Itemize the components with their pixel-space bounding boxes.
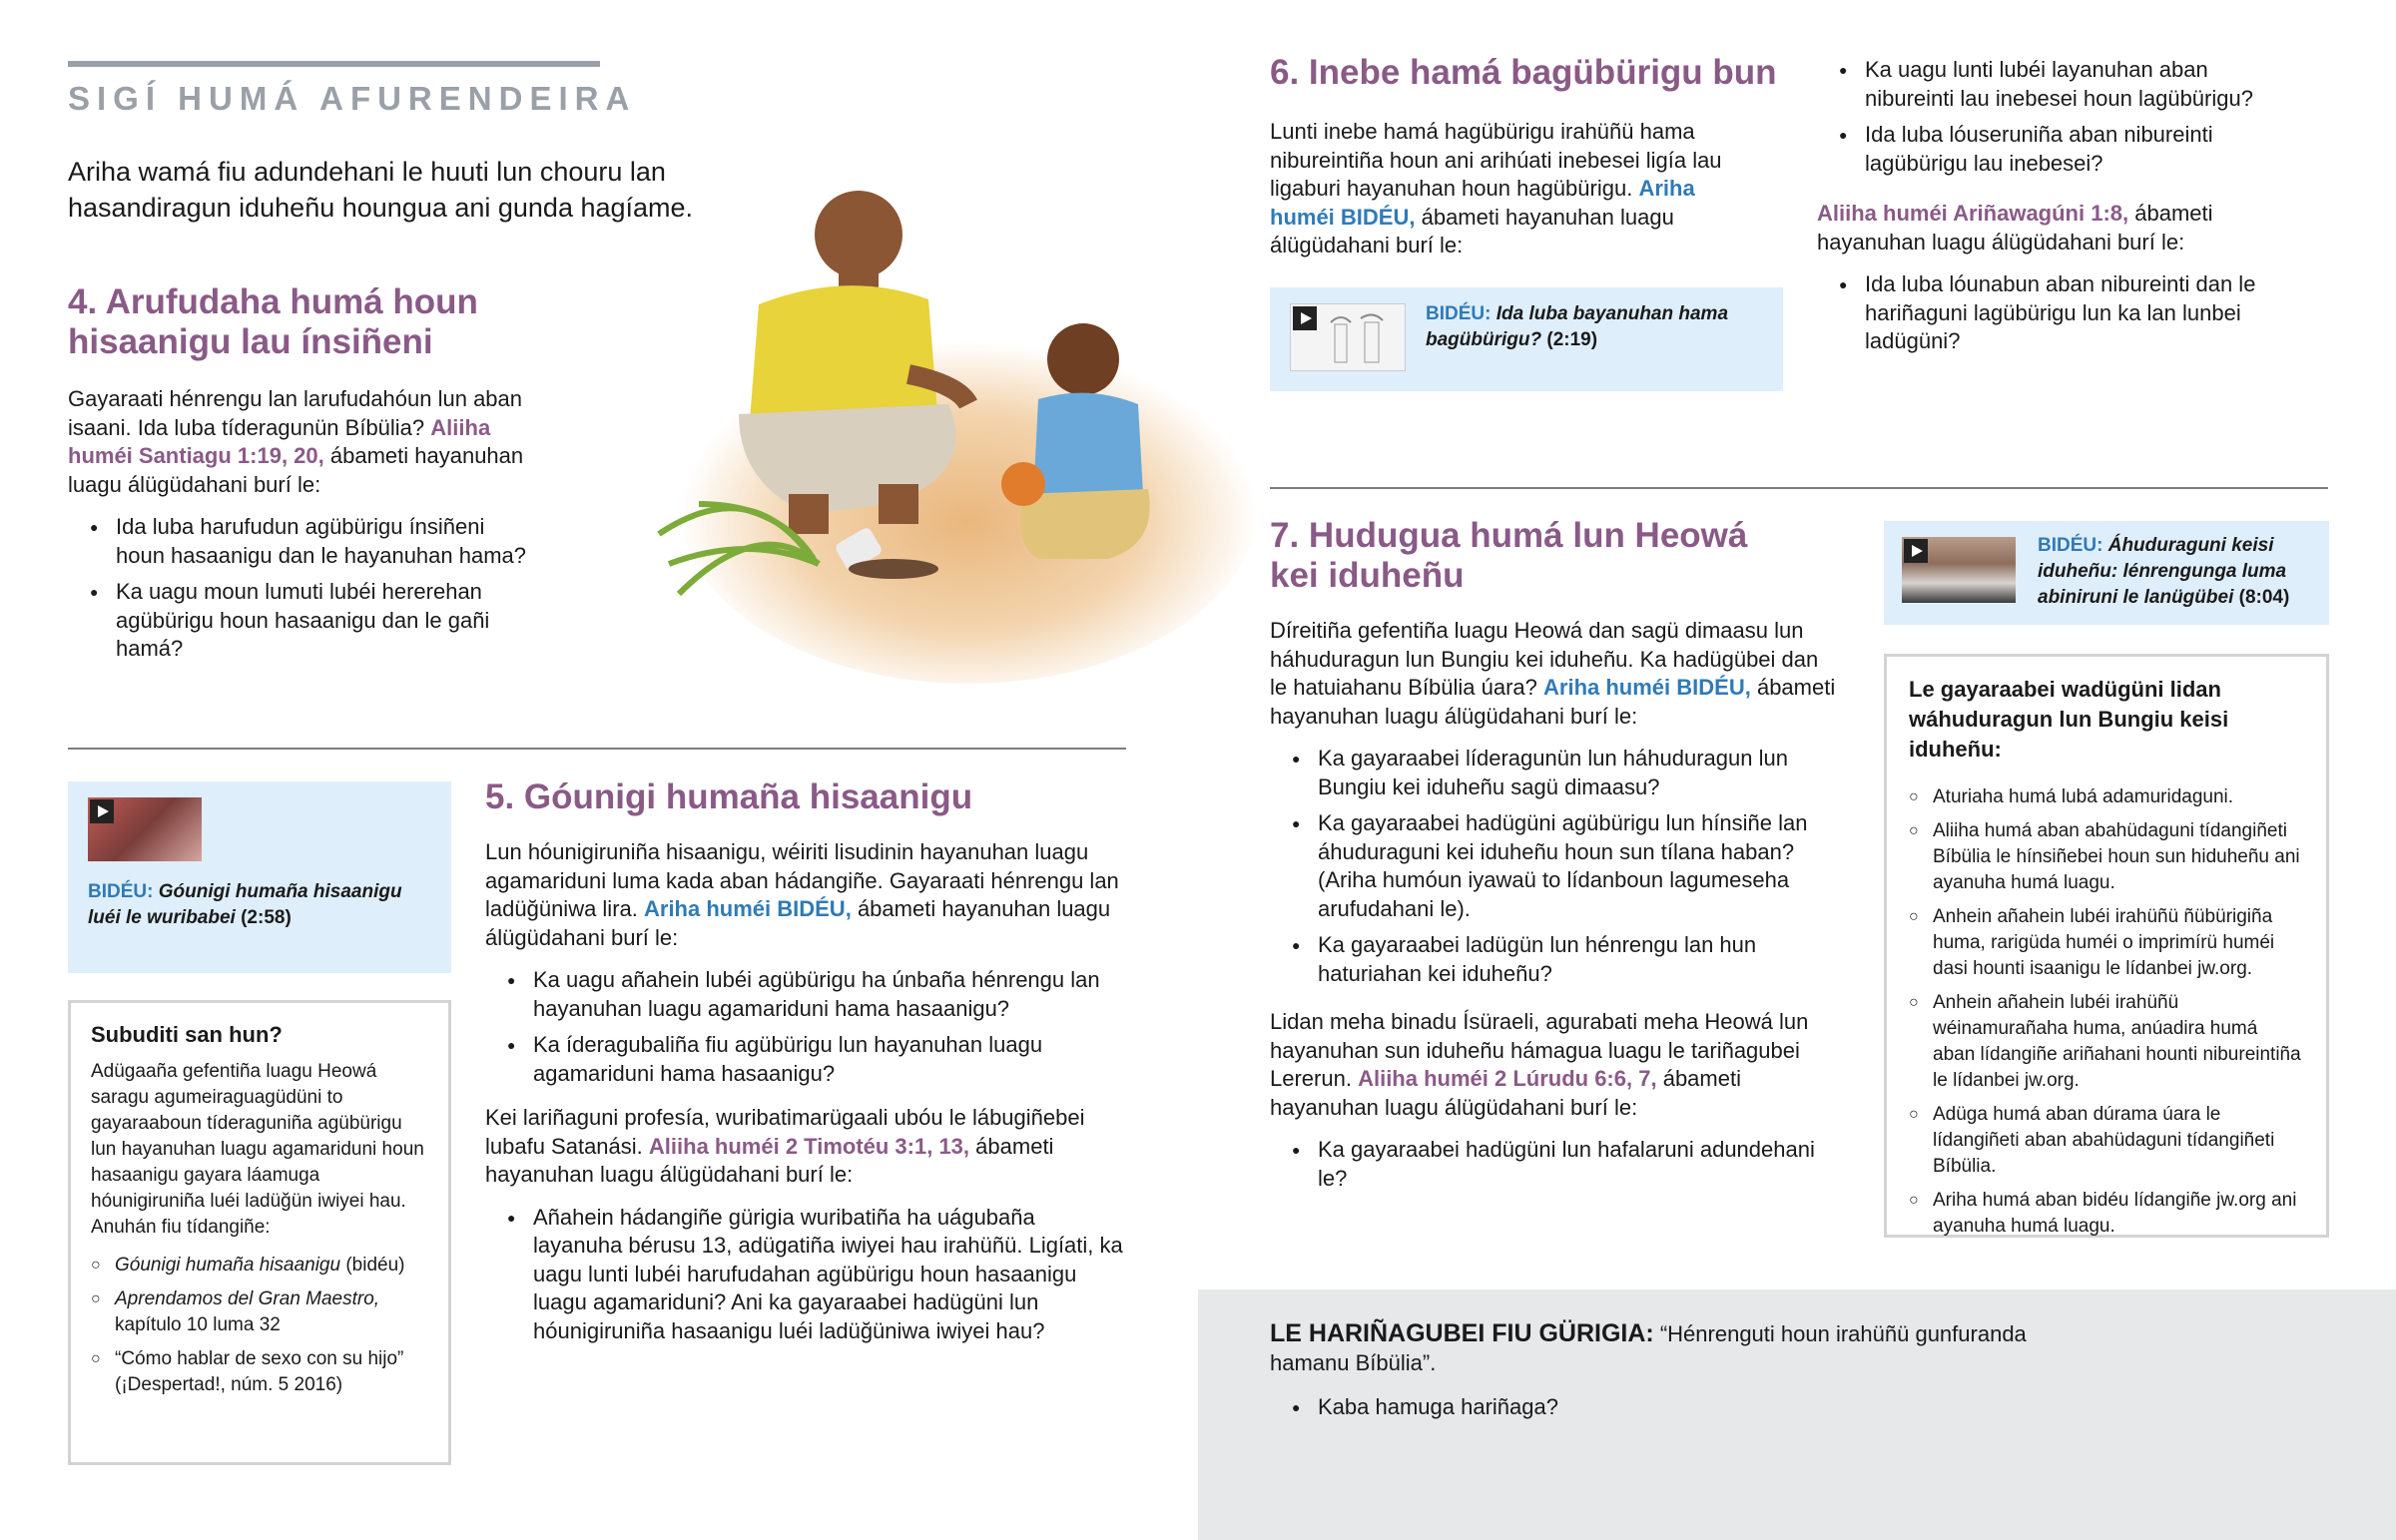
intro-text: Ariha wamá fiu adundehani le huuti lun chouru lan hasandiragun iduheñu houngua ani gunda hagíame. [68, 157, 694, 223]
s6-text: Lunti inebe hamá hagübürigu irahüñü hama nibureintiña houn ani arihúati inebesei ligía lau ligaburi hayanuhan houn hagübürigu. [1270, 119, 1722, 201]
list-item: ● Ka gayaraabei hadügüni lun hafalaruni adundehani le? [1270, 1136, 1839, 1193]
scripture-ref[interactable]: Aliiha huméi 2 Lúrudu 6:6, 7, [1358, 1066, 1657, 1091]
list-item: ○ Adüga humá aban dúrama úara le lídangiñeti aban abahüdaguni tídangiñeti Bíbülia. [1909, 1102, 2304, 1180]
section-6-body [1270, 118, 1749, 260]
list-item: ○ Anhein añahein lubéi irahüñü wéinamurañaha huma, anúadira humá aban lídangiñe ariñahani hounti nibureintiña le lídanbei jw.org. [1909, 990, 2304, 1094]
s5-text: Lun hóunigiruniña hisaanigu, wéiriti lisudinin hayanuhan luagu agamariduni luma kada aban hádangiñe. Gayaraati hénrengu lan ladüğüniwa lira. [485, 839, 1119, 921]
section-7-title: 7. Hudugua humá lun Heowá kei iduheñu [1270, 516, 1748, 595]
video-caption[interactable]: BIDÉU: Ida luba bayanuhan hama bagübürigu? (2:19) [1426, 303, 1729, 350]
list-item: ● Ida luba lóuseruniña aban nibureinti lagübürigu lau inebesei? [1817, 121, 2286, 178]
s7-text-b: ábameti hayanuhan luagu álügüdahani burí le: [1270, 675, 1836, 729]
list-item: ● Ida luba harufudun agübürigu ínsiñeni houn hasaanigu dan le hayanuhan hama? [68, 513, 527, 570]
list-item: ● Ka íderagubaliña fiu agübürigu lun hayanuhan luagu agamariduni hama hasaanigu? [485, 1031, 1124, 1088]
s4-text-b: ábameti hayanuhan luagu álügüdahani burí le: [68, 443, 524, 497]
section-6-right-column [1817, 56, 2286, 364]
section-5-title: 5. Góunigi humaña hisaanigu [485, 777, 973, 816]
section-7-body [1270, 617, 1839, 1201]
s6-text-2b: ábameti hayanuhan luagu álügüdahani burí le: [1817, 201, 2213, 255]
video-caption[interactable]: BIDÉU: Góunigi humaña hisaanigu luéi le wuribabei (2:58) [88, 881, 402, 928]
footer-label: LE HARIÑAGUBEI FIU GÜRIGIA: [1270, 1319, 1654, 1347]
info-box-title: Subuditi san hun? [91, 1022, 283, 1047]
list-item: ● Ida luba lóunabun aban nibureinti dan le hariñaguni lagübürigu lun ka lan lunbei ladügüni? [1817, 270, 2286, 356]
video-box-7[interactable] [1884, 521, 2329, 625]
play-icon[interactable] [90, 799, 114, 823]
scripture-ref[interactable]: Aliiha huméi Ariñawagúni 1:8, [1817, 201, 2129, 226]
video-link[interactable]: Ariha huméi BIDÉU, [1543, 675, 1751, 700]
divider [68, 748, 1126, 750]
s5-text-b: ábameti hayanuhan luagu álügüdahani burí le: [485, 896, 1111, 950]
s5-text-2b: ábameti hayanuhan luagu álügüdahani burí le: [485, 1133, 1054, 1187]
tips-box [1884, 654, 2329, 1238]
tips-box-title: Le gayaraabei wadügüni lidan wáhuduragun lun Bungiu keisi iduheñu: [1909, 677, 2229, 762]
list-item: ● Ka uagu lunti lubéi layanuhan aban nibureinti lau inebesei houn lagübürigu? [1817, 56, 2286, 113]
play-icon[interactable] [1904, 539, 1928, 563]
list-item: ● Ka gayaraabei hadügüni agübürigu lun hínsiñe lan áhuduraguni kei iduheñu houn sun tílana haban? (Ariha humóun iyawaü to lídanboun lagumeseha arufudahani le). [1270, 809, 1839, 923]
list-item: ● Ka uagu moun lumuti lubéi hererehan agübürigu houn hasaanigu dan le gañi hamá? [68, 578, 527, 664]
s7-text-2b: ábameti hayanuhan luagu álügüdahani burí le: [1270, 1066, 1741, 1120]
list-item: ○ Aturiaha humá lubá adamuridaguni. [1909, 784, 2304, 810]
scripture-ref[interactable]: Aliiha huméi Santiagu 1:19, 20, [68, 414, 491, 468]
divider [1270, 487, 2328, 489]
list-item: ● Kaba hamuga hariñaga? [1270, 1393, 2069, 1422]
video-thumbnail[interactable] [1902, 537, 2016, 603]
list-item: ● Ka gayaraabei líderagunün lun háhuduragun lun Bungiu kei iduheñu sagü dimaasu? [1270, 745, 1839, 801]
s4-text: Gayaraati hénrengu lan larufudahóun lun aban isaani. Ida luba tíderagunün Bíbülia? [68, 386, 523, 440]
info-box [68, 1000, 451, 1465]
header-rule [68, 61, 600, 67]
list-item: ○ Ariha humá aban bidéu lídangiñe jw.org ani ayanuha humá luagu. [1909, 1188, 2304, 1240]
footer-panel [1198, 1289, 2396, 1540]
video-caption[interactable]: BIDÉU: Áhuduraguni keisi iduheñu: lénrengunga luma abiniruni le lanügübei (8:04) [2038, 535, 2290, 608]
scripture-ref[interactable]: Aliiha huméi 2 Timotéu 3:1, 13, [648, 1133, 970, 1159]
list-item: ● Añahein hádangiñe gürigia wuribatiña ha uágubaña layanuha bérusu 13, adügatiña iwiyei hau irahüñü. Ligíati, ka uagu lunti lubéi harufudahan agübürigu houn hasaanigu luagu agamariduni? Ani ka gayaraabei hadügüni lun hóunigiruniña hasaanigu luéi ladüğüniwa iwiyei hau? [485, 1204, 1124, 1346]
video-link[interactable]: Ariha huméi BIDÉU, [644, 896, 852, 921]
list-item: ● Ka uagu añahein lubéi agübürigu ha únbaña hénrengu lan hayanuhan luagu agamariduni hama hasaanigu? [485, 966, 1124, 1023]
info-box-text: Adügaaña gefentiña luagu Heowá saragu agumeiraguagüdüni to gayaraaboun tíderaguniña agübürigu lun hayanuhan luagu agamariduni houn hasaanigu gayara láamuga hóunigiruniña luéi ladüğün iwiyei hau. Anuhán fiu tídangiñe: [91, 1061, 424, 1238]
section-4-body [68, 385, 527, 672]
list-item: ● Ka gayaraabei ladügün lun hénrengu lan hun haturiahan kei iduheñu? [1270, 931, 1839, 988]
list-item[interactable]: ○ “Cómo hablar de sexo con su hijo” (¡Despertad!, núm. 5 2016) [91, 1346, 428, 1398]
list-item: ○ Anhein añahein lubéi irahüñü ñübürigiña huma, rarigüda huméi o imprimírü huméi dasi hounti isaanigu le lídanbei jw.org. [1909, 904, 2304, 982]
play-icon[interactable] [1293, 306, 1317, 330]
list-item[interactable]: ○ Góunigi humaña hisaanigu (bidéu) [91, 1253, 428, 1279]
video-box-5[interactable] [68, 781, 451, 973]
section-6-title: 6. Inebe hamá bagübürigu bun [1270, 53, 1777, 92]
s6-text-b: ábameti hayanuhan luagu álügüdahani burí le: [1270, 204, 1674, 257]
video-link[interactable]: Ariha huméi BIDÉU, [1270, 176, 1695, 230]
s5-text-2: Kei lariñaguni profesía, wuribatimarügaali ubóu le lábugiñebei lubafu Satanási. [485, 1105, 1085, 1159]
illustration-father-son [639, 175, 1258, 694]
s7-text: Díreitiña gefentiña luagu Heowá dan sagü dimaasu lun háhuduragun lun Bungiu kei iduheñu. Ka hadügübei dan le hatuiahanu Bíbülia úara? [1270, 618, 1819, 700]
list-item[interactable]: ○ Aprendamos del Gran Maestro, kapítulo 10 luma 32 [91, 1286, 428, 1338]
video-thumbnail[interactable] [88, 797, 202, 861]
list-item: ○ Aliiha humá aban abahüdaguni tídangiñeti Bíbülia le hínsiñebei houn sun hiduheñu ani ayanuha humá luagu. [1909, 818, 2304, 896]
section-5-body [485, 838, 1124, 1353]
footer-text [1270, 1319, 2089, 1377]
section-4-title: 4. Arufudaha humá houn hisaanigu lau ínsiñeni [68, 282, 478, 361]
section-label: SIGÍ HUMÁ AFURENDEIRA [68, 80, 637, 117]
s7-text-2: Lidan meha binadu Ísüraeli, agurabati meha Heowá lun hayanuhan sun iduheñu hámagua luagu le tariñagubei Lererun. [1270, 1009, 1809, 1091]
video-box-6[interactable] [1270, 287, 1783, 391]
footer-quote: “Hénrenguti houn irahüñü gunfuranda hamanu Bíbülia”. [1270, 1321, 2027, 1375]
video-thumbnail[interactable] [1290, 303, 1406, 371]
